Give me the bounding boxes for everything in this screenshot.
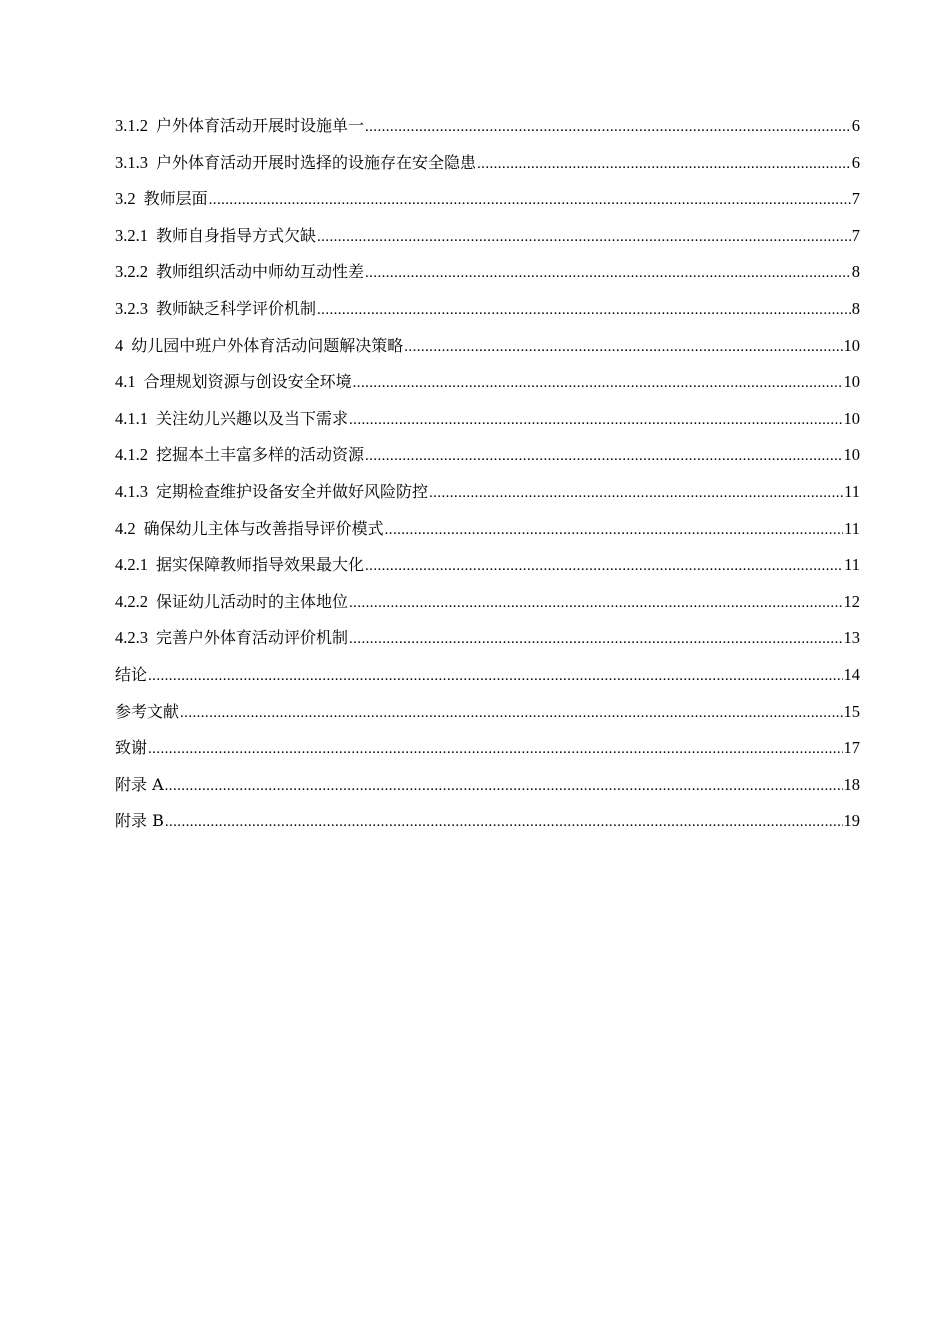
toc-entry-text: 户外体育活动开展时选择的设施存在安全隐患 bbox=[156, 152, 477, 172]
toc-page-number: 19 bbox=[843, 811, 860, 831]
toc-entry-title bbox=[115, 590, 348, 614]
toc-entry[interactable] bbox=[115, 187, 860, 224]
dot-leader bbox=[317, 298, 851, 322]
toc-entry-title: 结论 bbox=[115, 664, 148, 684]
toc-entry-number: 4.1.1 bbox=[115, 408, 148, 428]
toc-page-number: 8 bbox=[851, 262, 860, 282]
toc-entry-text: 保证幼儿活动时的主体地位 bbox=[156, 591, 349, 611]
toc-entry[interactable] bbox=[115, 773, 860, 810]
toc-entry-number: 4.2.3 bbox=[115, 628, 148, 648]
toc-entry[interactable] bbox=[115, 663, 860, 700]
toc-entry-number: 4.1 bbox=[115, 372, 136, 392]
dot-leader bbox=[349, 408, 842, 432]
toc-entry[interactable] bbox=[115, 260, 860, 297]
toc-entry-number: 3.1.2 bbox=[115, 116, 148, 135]
toc-entry-title bbox=[115, 151, 476, 175]
toc-entry[interactable] bbox=[115, 626, 860, 663]
dot-leader bbox=[349, 591, 842, 615]
dot-leader bbox=[477, 152, 851, 176]
dot-leader bbox=[365, 554, 843, 578]
dot-leader bbox=[365, 444, 842, 468]
toc-entry-title bbox=[115, 334, 403, 358]
toc-entry[interactable] bbox=[115, 736, 860, 773]
toc-page-number: 7 bbox=[851, 189, 860, 209]
toc-page-number: 14 bbox=[843, 664, 860, 684]
toc-entry-number: 4.2.1 bbox=[115, 555, 148, 575]
dot-leader bbox=[429, 481, 843, 505]
toc-entry[interactable] bbox=[115, 297, 860, 334]
toc-entry-number: 4.1.2 bbox=[115, 445, 148, 465]
toc-entry[interactable] bbox=[115, 590, 860, 627]
dot-leader bbox=[180, 701, 842, 725]
toc-entry-title bbox=[115, 187, 208, 211]
toc-entry-number: 3.2.1 bbox=[115, 225, 148, 245]
dot-leader bbox=[148, 664, 842, 688]
toc-entry-title bbox=[115, 626, 348, 650]
dot-leader bbox=[349, 627, 842, 651]
toc-entry-title bbox=[115, 224, 316, 248]
toc-entry[interactable] bbox=[115, 700, 860, 737]
toc-entry-number: 3.1.3 bbox=[115, 152, 148, 172]
toc-entry-title bbox=[115, 370, 352, 394]
toc-entry-number: 4.2 bbox=[115, 518, 136, 538]
toc-page-number: 7 bbox=[851, 225, 860, 245]
toc-entry[interactable] bbox=[115, 370, 860, 407]
toc-page-number: 6 bbox=[851, 116, 860, 135]
toc-page-number: 15 bbox=[843, 701, 860, 721]
dot-leader bbox=[404, 335, 842, 359]
toc-page-number: 18 bbox=[843, 774, 860, 794]
toc-entry-text: 幼儿园中班户外体育活动问题解决策略 bbox=[131, 335, 404, 355]
toc-entry-text: 关注幼儿兴趣以及当下需求 bbox=[156, 408, 349, 428]
toc-entry-title bbox=[115, 260, 364, 284]
dot-leader bbox=[165, 774, 843, 798]
toc-entry-title bbox=[115, 297, 316, 321]
toc-entry-title bbox=[115, 114, 364, 138]
dot-leader bbox=[165, 810, 843, 834]
toc-entry[interactable] bbox=[115, 151, 860, 188]
toc-entry-text: 教师层面 bbox=[143, 189, 208, 209]
dot-leader bbox=[365, 261, 851, 285]
toc-entry-text: 教师组织活动中师幼互动性差 bbox=[156, 262, 365, 282]
toc-entry-number: 4 bbox=[115, 335, 124, 355]
toc-entry-title bbox=[115, 443, 364, 467]
toc-page-number: 10 bbox=[843, 372, 860, 392]
toc-entry-text: 合理规划资源与创设安全环境 bbox=[143, 372, 352, 392]
toc-entry-text: 确保幼儿主体与改善指导评价模式 bbox=[143, 518, 384, 538]
toc-entry-title bbox=[115, 480, 428, 504]
toc-entry[interactable] bbox=[115, 553, 860, 590]
toc-entry-title: 附录 A bbox=[115, 774, 164, 794]
toc-entry-number: 4.1.3 bbox=[115, 481, 148, 501]
dot-leader bbox=[353, 371, 843, 395]
dot-leader bbox=[365, 115, 851, 139]
toc-entry-title: 致谢 bbox=[115, 738, 148, 758]
toc-page-number: 13 bbox=[843, 628, 860, 648]
toc-entry-title: 参考文献 bbox=[115, 701, 180, 721]
toc-entry-number: 4.2.2 bbox=[115, 591, 148, 611]
toc-entry-text: 户外体育活动开展时设施单一 bbox=[156, 116, 365, 135]
toc-entry-text: 定期检查维护设备安全并做好风险防控 bbox=[156, 481, 429, 501]
toc-entry-title bbox=[115, 553, 364, 577]
toc-entry[interactable] bbox=[115, 334, 860, 371]
dot-leader bbox=[385, 518, 843, 542]
toc-entry[interactable] bbox=[115, 480, 860, 517]
toc-entry[interactable] bbox=[115, 443, 860, 480]
toc-page-number: 8 bbox=[851, 298, 860, 318]
dot-leader bbox=[148, 737, 842, 761]
toc-entry[interactable] bbox=[115, 407, 860, 444]
toc-page-number: 10 bbox=[843, 335, 860, 355]
toc-page-number: 10 bbox=[843, 445, 860, 465]
dot-leader bbox=[317, 225, 851, 249]
toc-entry-title bbox=[115, 407, 348, 431]
toc-entry[interactable] bbox=[115, 224, 860, 261]
toc-entry[interactable] bbox=[115, 517, 860, 554]
toc-entry-number: 3.2.3 bbox=[115, 298, 148, 318]
toc-entry-text: 完善户外体育活动评价机制 bbox=[156, 628, 349, 648]
toc-entry-text: 教师自身指导方式欠缺 bbox=[156, 225, 317, 245]
toc-page-number: 11 bbox=[844, 481, 860, 501]
toc-entry[interactable] bbox=[115, 114, 860, 151]
toc-entry-number: 3.2 bbox=[115, 189, 136, 209]
toc-page-number: 10 bbox=[843, 408, 860, 428]
table-of-contents bbox=[115, 114, 860, 846]
toc-entry-text: 据实保障教师指导效果最大化 bbox=[156, 555, 365, 575]
dot-leader bbox=[209, 188, 851, 212]
toc-entry[interactable] bbox=[115, 809, 860, 846]
toc-page-number: 6 bbox=[851, 152, 860, 172]
toc-page-number: 17 bbox=[843, 738, 860, 758]
toc-entry-number: 3.2.2 bbox=[115, 262, 148, 282]
toc-entry-text: 教师缺乏科学评价机制 bbox=[156, 298, 317, 318]
toc-entry-title bbox=[115, 517, 384, 541]
toc-page-number: 11 bbox=[844, 518, 860, 538]
toc-page-number: 11 bbox=[844, 555, 860, 575]
toc-entry-title: 附录 B bbox=[115, 811, 164, 831]
toc-entry-text: 挖掘本土丰富多样的活动资源 bbox=[156, 445, 365, 465]
toc-page-number: 12 bbox=[843, 591, 860, 611]
